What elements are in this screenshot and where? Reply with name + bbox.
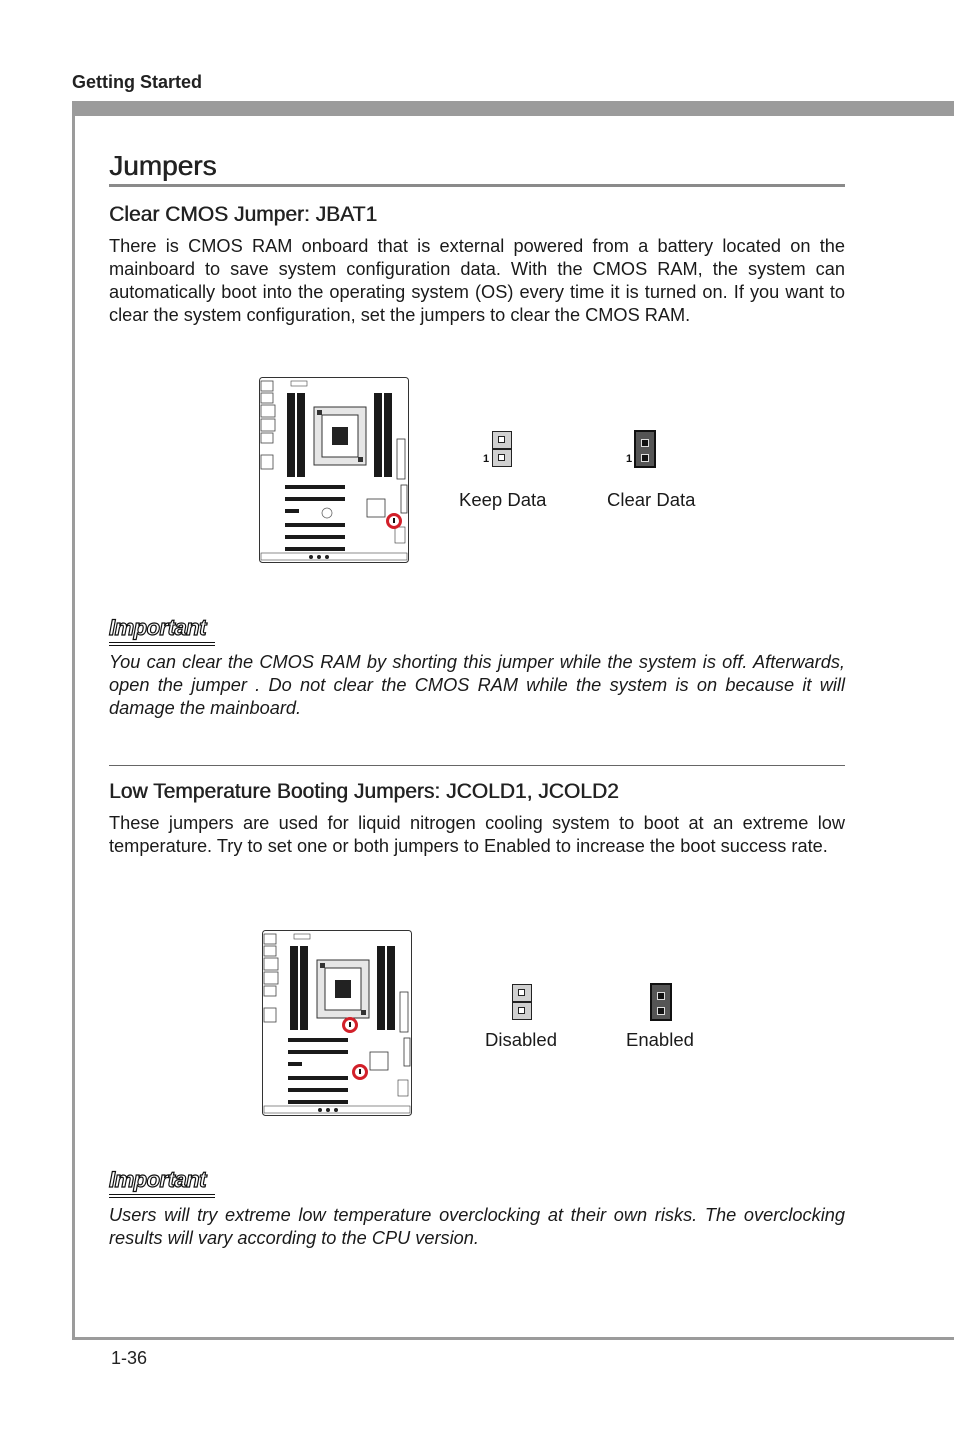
pin-one-label-keep: 1 (483, 453, 490, 465)
important-underline (109, 645, 215, 646)
jcold-paragraph: These jumpers are used for liquid nitrogen cooling system to boot at an extreme low temperature. Try to set one or both jumpers to Enabled to increase the boot success rate. (109, 813, 845, 856)
jcold-important-note: Users will try extreme low temperature overclocking at their own risks. The overclocking results will vary according to the CPU version. (109, 1205, 845, 1248)
disabled-label: Disabled (485, 1029, 557, 1050)
clear-data-label: Clear Data (607, 489, 696, 510)
page-number: 1-36 (111, 1348, 148, 1368)
frame-bottom-bar (72, 1337, 954, 1340)
motherboard-diagram-jcold (262, 930, 412, 1116)
important-underline (109, 1197, 215, 1198)
section-divider (109, 765, 845, 766)
jbat-heading: Clear CMOS Jumper: JBAT1 (109, 203, 378, 226)
important-underline (109, 1194, 215, 1195)
section-title: Getting Started (72, 72, 203, 92)
frame-left-bar (72, 101, 75, 1339)
pin-one-label-clear: 1 (626, 453, 633, 465)
motherboard-diagram-jbat (259, 377, 409, 563)
jcold-heading: Low Temperature Booting Jumpers: JCOLD1, JCOLD2 (109, 780, 619, 803)
jbat-important-note: You can clear the CMOS RAM by shorting this jumper while the system is off. Afterwards, open the jumper . Do not clear the CMOS RAM while the system is on because it will damage the mainboard. (109, 652, 845, 718)
jbat-paragraph: There is CMOS RAM onboard that is external powered from a battery located on the mainboard to save system configuration data. With the CMOS RAM, the system can automatically boot into the operating system (OS) every time it is turned on. If you want to clear the system configuration, set the jumpers to clear the CMOS RAM. (109, 236, 845, 325)
important-heading: Important (109, 1167, 206, 1192)
important-underline (109, 642, 215, 643)
enabled-label: Enabled (626, 1029, 694, 1050)
important-heading: Important (109, 615, 206, 640)
frame-top-bar (72, 101, 954, 116)
title-rule (109, 184, 845, 187)
keep-data-label: Keep Data (459, 489, 547, 510)
page-title: Jumpers (109, 150, 217, 181)
